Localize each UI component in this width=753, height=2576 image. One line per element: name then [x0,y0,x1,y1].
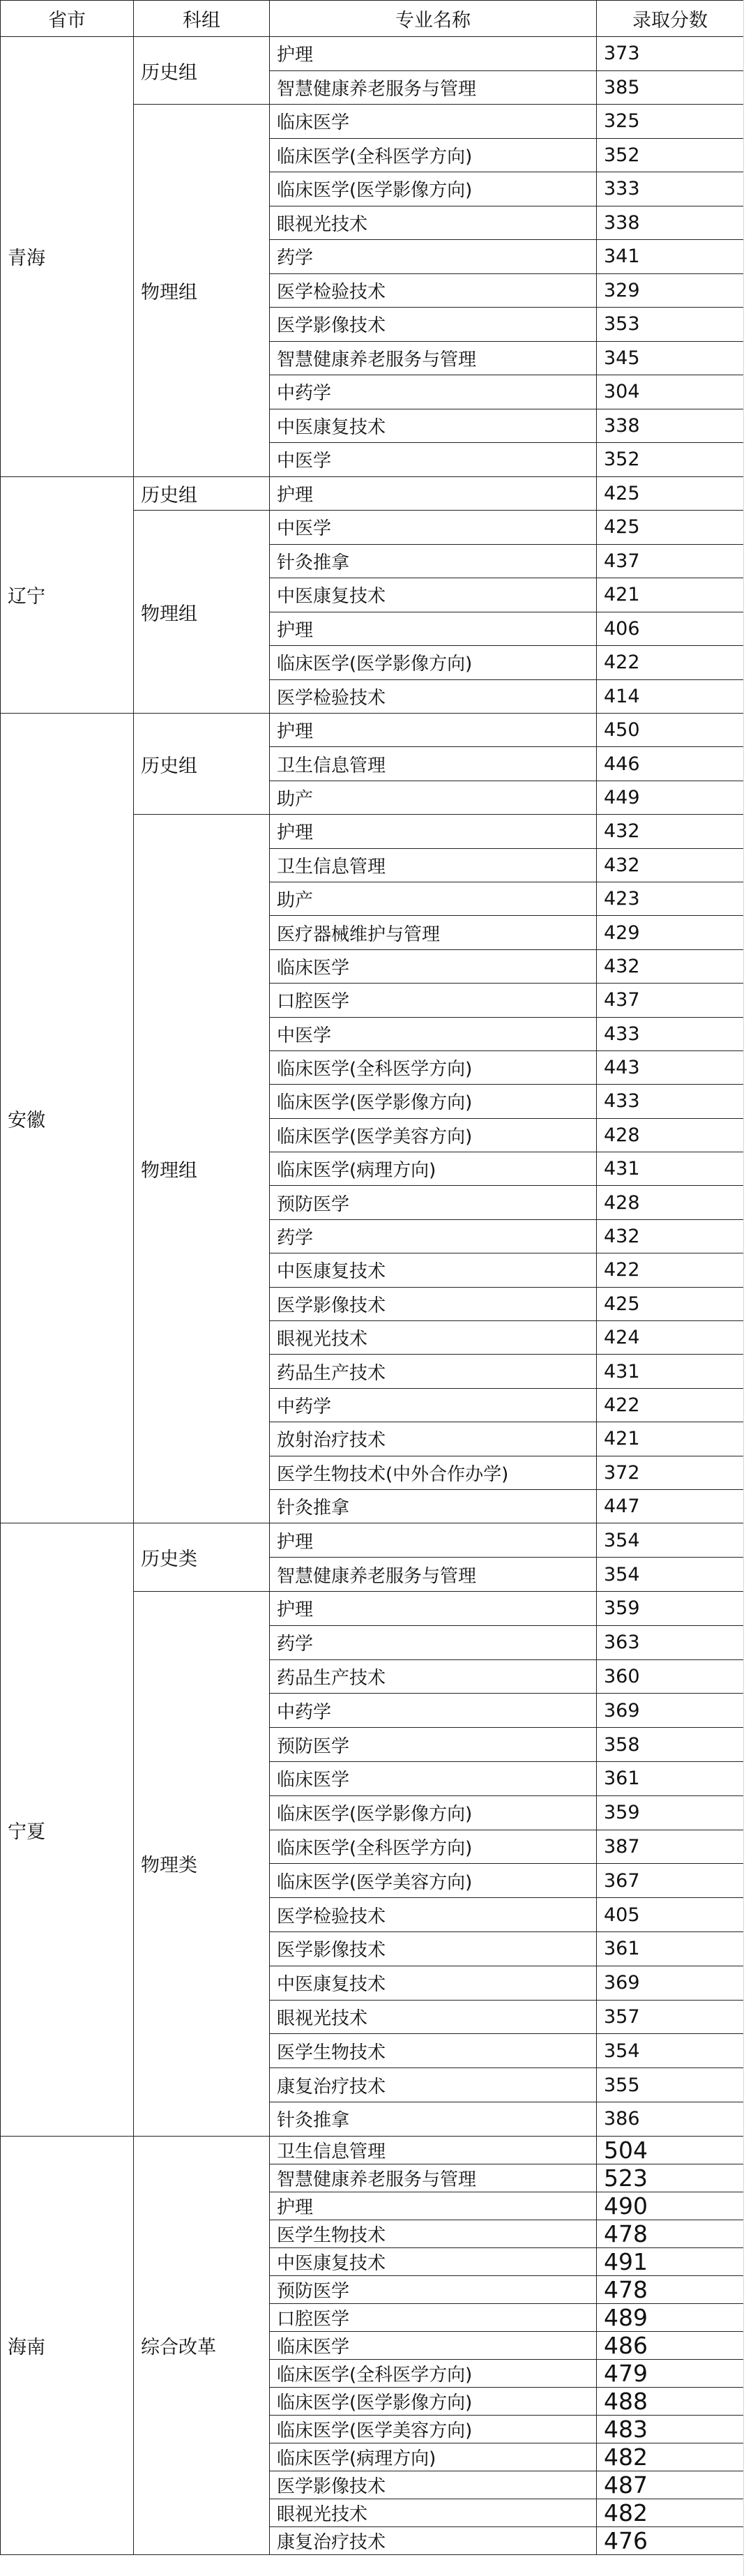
major-name-cell: 护理 [270,37,597,71]
province-cell: 安徽 [1,714,134,1523]
admission-score-cell: 369 [597,1694,744,1728]
major-name-cell: 临床医学(医学影像方向) [270,646,597,680]
admission-score-cell: 387 [597,1830,744,1864]
admission-score-cell: 482 [597,2499,744,2526]
admission-score-cell: 423 [597,882,744,915]
major-name-cell: 临床医学(全科医学方向) [270,1050,597,1084]
admission-score-cell: 490 [597,2192,744,2220]
major-name-cell: 放射治疗技术 [270,1422,597,1456]
major-name-cell: 临床医学(全科医学方向) [270,2359,597,2387]
admission-score-cell: 355 [597,2068,744,2102]
major-name-cell: 口腔医学 [270,984,597,1017]
admission-score-cell: 432 [597,949,744,983]
major-name-cell: 医学检验技术 [270,273,597,308]
major-name-cell: 临床医学(病理方向) [270,1152,597,1186]
admission-score-cell: 486 [597,2331,744,2359]
admission-score-cell: 421 [597,1422,744,1456]
major-name-cell: 眼视光技术 [270,2000,597,2034]
header-province: 省市 [1,1,134,37]
admission-score-cell: 385 [597,70,744,105]
major-name-cell: 护理 [270,2192,597,2220]
subject-group-cell: 物理类 [134,1591,270,2136]
admission-score-cell: 523 [597,2164,744,2192]
admission-score-cell: 431 [597,1355,744,1388]
admission-score-cell: 450 [597,714,744,747]
major-name-cell: 智慧健康养老服务与管理 [270,2164,597,2192]
major-name-cell: 医疗器械维护与管理 [270,916,597,949]
admission-score-cell: 333 [597,172,744,206]
admission-score-cell: 422 [597,1253,744,1287]
major-name-cell: 临床医学(医学影像方向) [270,2387,597,2415]
admission-score-cell: 361 [597,1761,744,1795]
admission-score-cell: 447 [597,1489,744,1523]
table-body [1,37,744,2555]
major-name-cell: 中医康复技术 [270,1966,597,2000]
admission-score-cell: 358 [597,1728,744,1762]
province-cell: 宁夏 [1,1523,134,2136]
admission-score-cell: 425 [597,476,744,511]
major-name-cell: 口腔医学 [270,2303,597,2331]
major-name-cell: 临床医学 [270,105,597,139]
header-major-name: 专业名称 [270,1,597,37]
major-name-cell: 中药学 [270,1694,597,1728]
major-name-cell: 医学生物技术 [270,2220,597,2247]
admission-score-cell: 504 [597,2136,744,2164]
admission-score-cell: 372 [597,1456,744,1489]
admission-score-cell: 405 [597,1898,744,1932]
major-name-cell: 针灸推拿 [270,544,597,578]
admission-score-cell: 338 [597,409,744,443]
major-name-cell: 医学检验技术 [270,1898,597,1932]
subject-group-cell: 物理组 [134,815,270,1523]
admission-score-cell: 369 [597,1966,744,2000]
admission-score-cell: 354 [597,1523,744,1558]
major-name-cell: 中医康复技术 [270,578,597,612]
admission-score-cell: 406 [597,612,744,646]
major-name-cell: 临床医学(医学影像方向) [270,1795,597,1830]
major-name-cell: 助产 [270,781,597,814]
admission-score-cell: 432 [597,815,744,848]
major-name-cell: 中医康复技术 [270,2247,597,2275]
table-row [1,714,744,747]
admission-score-cell: 414 [597,679,744,714]
subject-group-cell: 历史类 [134,1523,270,1592]
admission-score-cell: 446 [597,747,744,781]
admission-score-cell: 353 [597,308,744,342]
admission-score-cell: 363 [597,1625,744,1659]
province-cell: 辽宁 [1,476,134,714]
admission-score-cell: 359 [597,1591,744,1625]
admission-score-cell: 373 [597,37,744,71]
subject-group-cell: 物理组 [134,511,270,714]
admission-score-cell: 338 [597,206,744,240]
major-name-cell: 中医学 [270,443,597,477]
admission-score-cell: 352 [597,443,744,477]
admission-score-cell: 432 [597,848,744,882]
province-cell: 青海 [1,37,134,477]
major-name-cell: 中医康复技术 [270,409,597,443]
admission-score-cell: 357 [597,2000,744,2034]
major-name-cell: 医学检验技术 [270,679,597,714]
major-name-cell: 中医学 [270,511,597,545]
subject-group-cell: 历史组 [134,714,270,815]
admission-score-cell: 431 [597,1152,744,1186]
admission-score-cell: 367 [597,1864,744,1898]
major-name-cell: 护理 [270,476,597,511]
admission-score-cell: 329 [597,273,744,308]
admission-score-cell: 304 [597,375,744,409]
major-name-cell: 临床医学(医学影像方向) [270,172,597,206]
major-name-cell: 护理 [270,612,597,646]
major-name-cell: 智慧健康养老服务与管理 [270,1558,597,1592]
admission-score-cell: 422 [597,646,744,680]
admission-score-cell: 476 [597,2526,744,2554]
major-name-cell: 药学 [270,1625,597,1659]
admission-score-cell: 437 [597,544,744,578]
major-name-cell: 临床医学(医学美容方向) [270,1118,597,1152]
major-name-cell: 助产 [270,882,597,915]
admission-score-cell: 352 [597,138,744,172]
header-row [1,1,744,37]
major-name-cell: 临床医学(医学影像方向) [270,1085,597,1118]
major-name-cell: 中药学 [270,375,597,409]
admission-score-cell: 432 [597,1219,744,1253]
table-row [1,1523,744,1558]
admission-score-cell: 487 [597,2471,744,2499]
sheet-right-gridline [743,0,744,2576]
admission-score-cell: 491 [597,2247,744,2275]
major-name-cell: 医学生物技术(中外合作办学) [270,1456,597,1489]
admission-score-cell: 421 [597,578,744,612]
major-name-cell: 预防医学 [270,1728,597,1762]
major-name-cell: 中医康复技术 [270,1253,597,1287]
admission-score-cell: 428 [597,1118,744,1152]
admission-score-cell: 361 [597,1931,744,1966]
major-name-cell: 临床医学(医学美容方向) [270,1864,597,1898]
major-name-cell: 护理 [270,1523,597,1558]
admission-score-cell: 325 [597,105,744,139]
table-row [1,476,744,511]
major-name-cell: 药品生产技术 [270,1355,597,1388]
major-name-cell: 智慧健康养老服务与管理 [270,70,597,105]
admission-score-cell: 437 [597,984,744,1017]
admission-score-cell: 354 [597,2034,744,2068]
major-name-cell: 康复治疗技术 [270,2068,597,2102]
major-name-cell: 医学影像技术 [270,1287,597,1320]
admission-score-cell: 425 [597,1287,744,1320]
major-name-cell: 医学影像技术 [270,308,597,342]
admission-score-cell: 483 [597,2415,744,2443]
major-name-cell: 临床医学(病理方向) [270,2443,597,2471]
major-name-cell: 预防医学 [270,2275,597,2303]
admission-score-cell: 489 [597,2303,744,2331]
admission-score-cell: 354 [597,1558,744,1592]
major-name-cell: 卫生信息管理 [270,2136,597,2164]
major-name-cell: 康复治疗技术 [270,2526,597,2554]
admission-score-cell: 359 [597,1795,744,1830]
header-admission-score: 录取分数 [597,1,744,37]
major-name-cell: 卫生信息管理 [270,747,597,781]
major-name-cell: 中药学 [270,1388,597,1422]
admission-score-cell: 478 [597,2220,744,2247]
major-name-cell: 临床医学(医学美容方向) [270,2415,597,2443]
major-name-cell: 医学影像技术 [270,1931,597,1966]
major-name-cell: 针灸推拿 [270,2102,597,2136]
major-name-cell: 临床医学 [270,2331,597,2359]
subject-group-cell: 历史组 [134,476,270,511]
major-name-cell: 药学 [270,240,597,274]
admission-score-cell: 424 [597,1321,744,1355]
admission-score-cell: 422 [597,1388,744,1422]
major-name-cell: 临床医学 [270,949,597,983]
major-name-cell: 眼视光技术 [270,2499,597,2526]
subject-group-cell: 历史组 [134,37,270,105]
header-subject-group: 科组 [134,1,270,37]
admission-score-cell: 425 [597,511,744,545]
admission-score-cell: 360 [597,1659,744,1694]
major-name-cell: 医学影像技术 [270,2471,597,2499]
admission-score-cell: 443 [597,1050,744,1084]
major-name-cell: 医学生物技术 [270,2034,597,2068]
major-name-cell: 眼视光技术 [270,1321,597,1355]
admission-score-cell: 386 [597,2102,744,2136]
admission-score-cell: 449 [597,781,744,814]
major-name-cell: 护理 [270,815,597,848]
major-name-cell: 护理 [270,1591,597,1625]
admission-score-cell: 433 [597,1017,744,1050]
major-name-cell: 护理 [270,714,597,747]
admission-score-cell: 488 [597,2387,744,2415]
major-name-cell: 智慧健康养老服务与管理 [270,341,597,375]
admission-score-cell: 341 [597,240,744,274]
major-name-cell: 临床医学(全科医学方向) [270,138,597,172]
table-row [1,37,744,71]
major-name-cell: 中医学 [270,1017,597,1050]
subject-group-cell: 物理组 [134,105,270,477]
admission-score-cell: 429 [597,916,744,949]
admission-score-cell: 433 [597,1085,744,1118]
major-name-cell: 卫生信息管理 [270,848,597,882]
major-name-cell: 药品生产技术 [270,1659,597,1694]
major-name-cell: 眼视光技术 [270,206,597,240]
major-name-cell: 预防医学 [270,1186,597,1219]
major-name-cell: 针灸推拿 [270,1489,597,1523]
table-row [1,2136,744,2164]
major-name-cell: 药学 [270,1219,597,1253]
admission-score-cell: 345 [597,341,744,375]
admission-score-cell: 478 [597,2275,744,2303]
major-name-cell: 临床医学(全科医学方向) [270,1830,597,1864]
admission-score-cell: 479 [597,2359,744,2387]
subject-group-cell: 综合改革 [134,2136,270,2554]
province-cell: 海南 [1,2136,134,2554]
admission-score-cell: 428 [597,1186,744,1219]
major-name-cell: 临床医学 [270,1761,597,1795]
admission-score-cell: 482 [597,2443,744,2471]
